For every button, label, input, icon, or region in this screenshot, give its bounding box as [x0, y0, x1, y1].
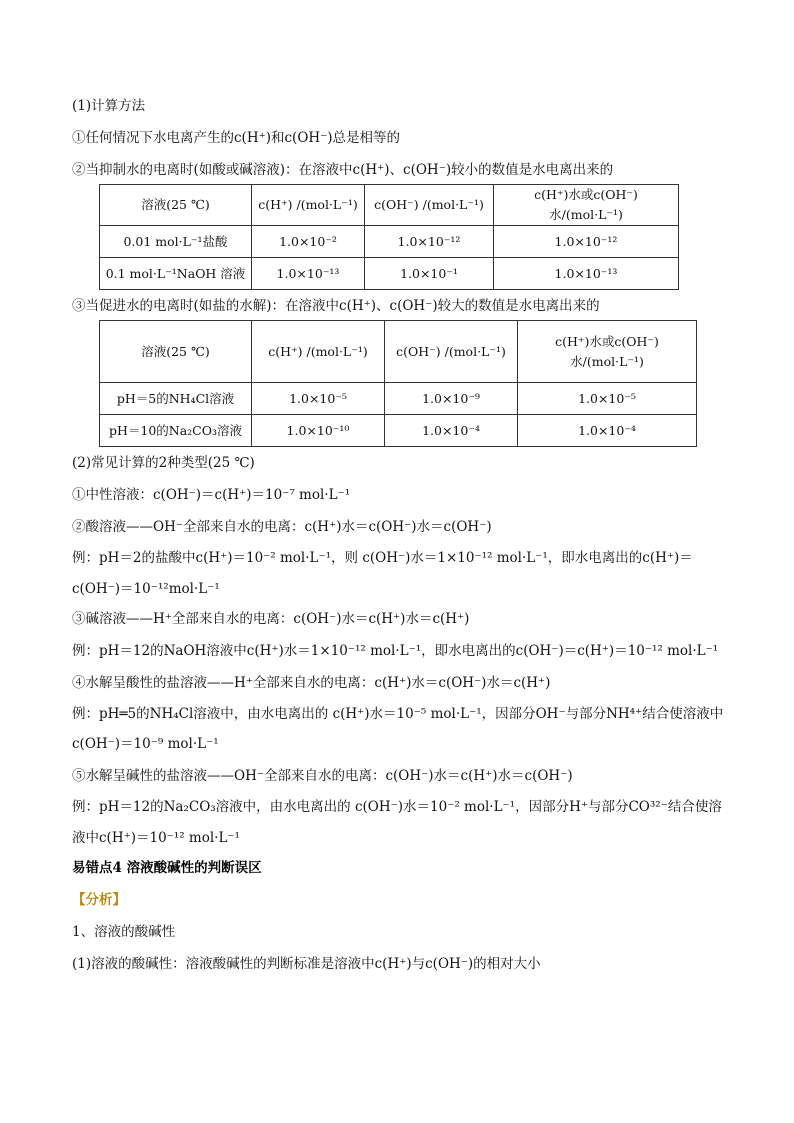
table-row: [100, 383, 697, 415]
table-cell: pH＝10的Na₂CO₃溶液: [100, 415, 252, 447]
point-1: ①任何情况下水电离产生的c(H⁺)和c(OH⁻)总是相等的: [72, 130, 401, 146]
section-title: (1)计算方法: [72, 98, 146, 114]
inhibition-table: [99, 184, 679, 290]
table-row: [100, 258, 679, 290]
table-header-cell: c(OH⁻) /(mol·L⁻¹): [385, 321, 518, 383]
error-point-heading: 易错点4 溶液酸碱性的判断误区: [72, 860, 262, 876]
list-item: ②酸溶液——OH⁻全部来自水的电离：c(H⁺)水＝c(OH⁻)水＝c(OH⁻): [72, 519, 492, 535]
table-cell: 1.0×10⁻¹²: [494, 226, 679, 258]
example-text: 例：pH＝12的Na₂CO₃溶液中，由水电离出的 c(OH⁻)水＝10⁻² mol·L⁻¹，因部分H⁺与部分CO³²⁻结合使溶液中c(H⁺)＝10⁻¹² mol·L⁻¹: [72, 799, 722, 846]
body-text: (1)溶液的酸碱性：溶液酸碱性的判断标准是溶液中c(H⁺)与c(OH⁻)的相对大小: [72, 956, 541, 972]
example-text: 例：pH＝12的NaOH溶液中c(H⁺)水＝1×10⁻¹² mol·L⁻¹，即水电离出的c(OH⁻)＝c(H⁺)＝10⁻¹² mol·L⁻¹: [72, 643, 719, 659]
table-cell: 1.0×10⁻¹: [365, 258, 494, 290]
list-item: ③碱溶液——H⁺全部来自水的电离：c(OH⁻)水＝c(H⁺)水＝c(H⁺): [72, 611, 470, 627]
table-cell: 1.0×10⁻¹³: [252, 258, 365, 290]
table-header-cell: c(H⁺)水或c(OH⁻)水/(mol·L⁻¹): [518, 321, 697, 383]
table-header-cell: 溶液(25 ℃): [100, 321, 252, 383]
table-cell: 1.0×10⁻¹²: [365, 226, 494, 258]
table-cell: 1.0×10⁻⁵: [518, 383, 697, 415]
table-cell: 1.0×10⁻⁹: [385, 383, 518, 415]
table-cell: 0.01 mol·L⁻¹盐酸: [100, 226, 252, 258]
table-row: [100, 415, 697, 447]
list-item: ⑤水解呈碱性的盐溶液——OH⁻全部来自水的电离：c(OH⁻)水＝c(H⁺)水＝c(OH⁻): [72, 768, 573, 784]
example-text: 例：pH═5的NH₄Cl溶液中，由水电离出的 c(H⁺)水＝10⁻⁵ mol·L⁻¹，因部分OH⁻与部分NH⁴⁺结合使溶液中: [72, 706, 724, 722]
table-header-cell: c(H⁺) /(mol·L⁻¹): [252, 185, 365, 226]
table-cell: 1.0×10⁻¹⁰: [252, 415, 385, 447]
table-cell: 1.0×10⁻²: [252, 226, 365, 258]
table-header-cell: c(H⁺)水或c(OH⁻)水/(mol·L⁻¹): [494, 185, 679, 226]
table-cell: 1.0×10⁻⁴: [385, 415, 518, 447]
section-title: (2)常见计算的2种类型(25 ℃): [72, 455, 255, 471]
table-cell: 1.0×10⁻¹³: [494, 258, 679, 290]
table-header-row: [100, 185, 679, 226]
table-header-cell: c(H⁺) /(mol·L⁻¹): [252, 321, 385, 383]
table-row: [100, 226, 679, 258]
point-2: ②当抑制水的电离时(如酸或碱溶液)：在溶液中c(H⁺)、c(OH⁻)较小的数值是水电离出来的: [72, 162, 614, 178]
table-cell: 0.1 mol·L⁻¹NaOH 溶液: [100, 258, 252, 290]
point-3: ③当促进水的电离时(如盐的水解)：在溶液中c(H⁺)、c(OH⁻)较大的数值是水电离出来的: [72, 298, 600, 314]
list-item: ④水解呈酸性的盐溶液——H⁺全部来自水的电离：c(H⁺)水＝c(OH⁻)水＝c(H⁺): [72, 675, 551, 691]
table-cell: pH＝5的NH₄Cl溶液: [100, 383, 252, 415]
example-text: c(OH⁻)＝10⁻⁹ mol·L⁻¹: [72, 736, 219, 752]
promotion-table: [99, 320, 697, 447]
table-cell: 1.0×10⁻⁵: [252, 383, 385, 415]
subsection-title: 1、溶液的酸碱性: [72, 924, 176, 940]
table-header-cell: c(OH⁻) /(mol·L⁻¹): [365, 185, 494, 226]
document-body: [72, 96, 724, 986]
table-header-row: [100, 321, 697, 383]
example-text: 例：pH＝2的盐酸中c(H⁺)＝10⁻² mol·L⁻¹，则 c(OH⁻)水＝1×10⁻¹² mol·L⁻¹，即水电离出的c(H⁺)＝c(OH⁻)＝10⁻¹²mol·L⁻¹: [72, 550, 693, 597]
analysis-label: 【分析】: [72, 892, 126, 908]
table-header-cell: 溶液(25 ℃): [100, 185, 252, 226]
list-item: ①中性溶液：c(OH⁻)＝c(H⁺)＝10⁻⁷ mol·L⁻¹: [72, 487, 351, 503]
table-cell: 1.0×10⁻⁴: [518, 415, 697, 447]
